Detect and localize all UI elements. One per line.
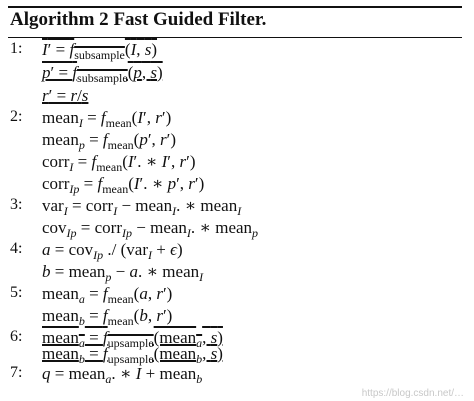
line-number: 6: <box>10 328 23 345</box>
line-number: 1: <box>10 40 23 57</box>
algo-line-1 <box>8 40 462 62</box>
algo-line-7 <box>8 174 462 196</box>
algorithm-caption <box>10 9 266 31</box>
caption-title: Fast Guided Filter. <box>113 9 267 30</box>
algo-line-4 <box>8 108 462 130</box>
algo-line-13 <box>8 306 462 328</box>
equation: $I' = f_{subsample}(I$, s) <box>42 40 158 62</box>
equation: mean$_a$ = $f_{upsample}(mean_a$, s) <box>42 328 223 350</box>
algo-line-15 <box>8 344 462 366</box>
algorithm-box <box>8 4 462 389</box>
equation: cov$_{Ip}$ = corr$_{Ip}$ − mean$_I$. ∗ mean$_p$ <box>42 218 259 240</box>
equation: corr$_I$ = $f_{mean}(I'$. ∗ I′, r′) <box>42 152 196 174</box>
top-rule <box>8 6 462 8</box>
watermark: https://blog.csdn.net/… <box>361 388 464 399</box>
algo-line-3 <box>8 86 462 108</box>
line-number: 3: <box>10 196 23 213</box>
equation: r′ = r/s <box>42 86 89 105</box>
equation: $p' = f_{subsample}(p$, s) <box>42 63 163 85</box>
equation: corr$_{Ip}$ = $f_{mean}(I'$. ∗ p′, r′) <box>42 174 205 196</box>
algo-line-9 <box>8 218 462 240</box>
equation: mean$_b$ = $f_{mean}(b$, r′) <box>42 306 173 328</box>
equation: var$_I$ = corr$_I$ − mean$_I$. ∗ mean$_I$ <box>42 196 242 218</box>
equation: mean$_p$ = $f_{mean}(p'$, r′) <box>42 130 177 152</box>
caption-label: Algorithm 2 <box>10 9 109 30</box>
equation: mean$_I$ = $f_{mean}(I'$, r′) <box>42 108 172 130</box>
caption-rule <box>8 37 462 38</box>
algo-line-12 <box>8 284 462 306</box>
algo-line-11 <box>8 262 462 284</box>
algo-line-16 <box>8 364 462 386</box>
equation: q = mean$_a$. ∗ I + mean$_b$ <box>42 364 203 386</box>
algo-line-5 <box>8 130 462 152</box>
line-number: 5: <box>10 284 23 301</box>
line-number: 7: <box>10 364 23 381</box>
line-number: 4: <box>10 240 23 257</box>
algo-line-10 <box>8 240 462 262</box>
equation: mean$_a$ = $f_{mean}(a$, r′) <box>42 284 173 306</box>
algo-line-2 <box>8 63 462 85</box>
algo-line-6 <box>8 152 462 174</box>
equation: a = cov$_{Ip}$ ./ (var$_I$ + ϵ) <box>42 240 183 262</box>
line-number: 2: <box>10 108 23 125</box>
algo-line-8 <box>8 196 462 218</box>
equation: b = mean$_p$ − a. ∗ mean$_I$ <box>42 262 204 284</box>
equation: mean$_b$ = $f_{upsample}(mean_b$, s) <box>42 344 223 366</box>
